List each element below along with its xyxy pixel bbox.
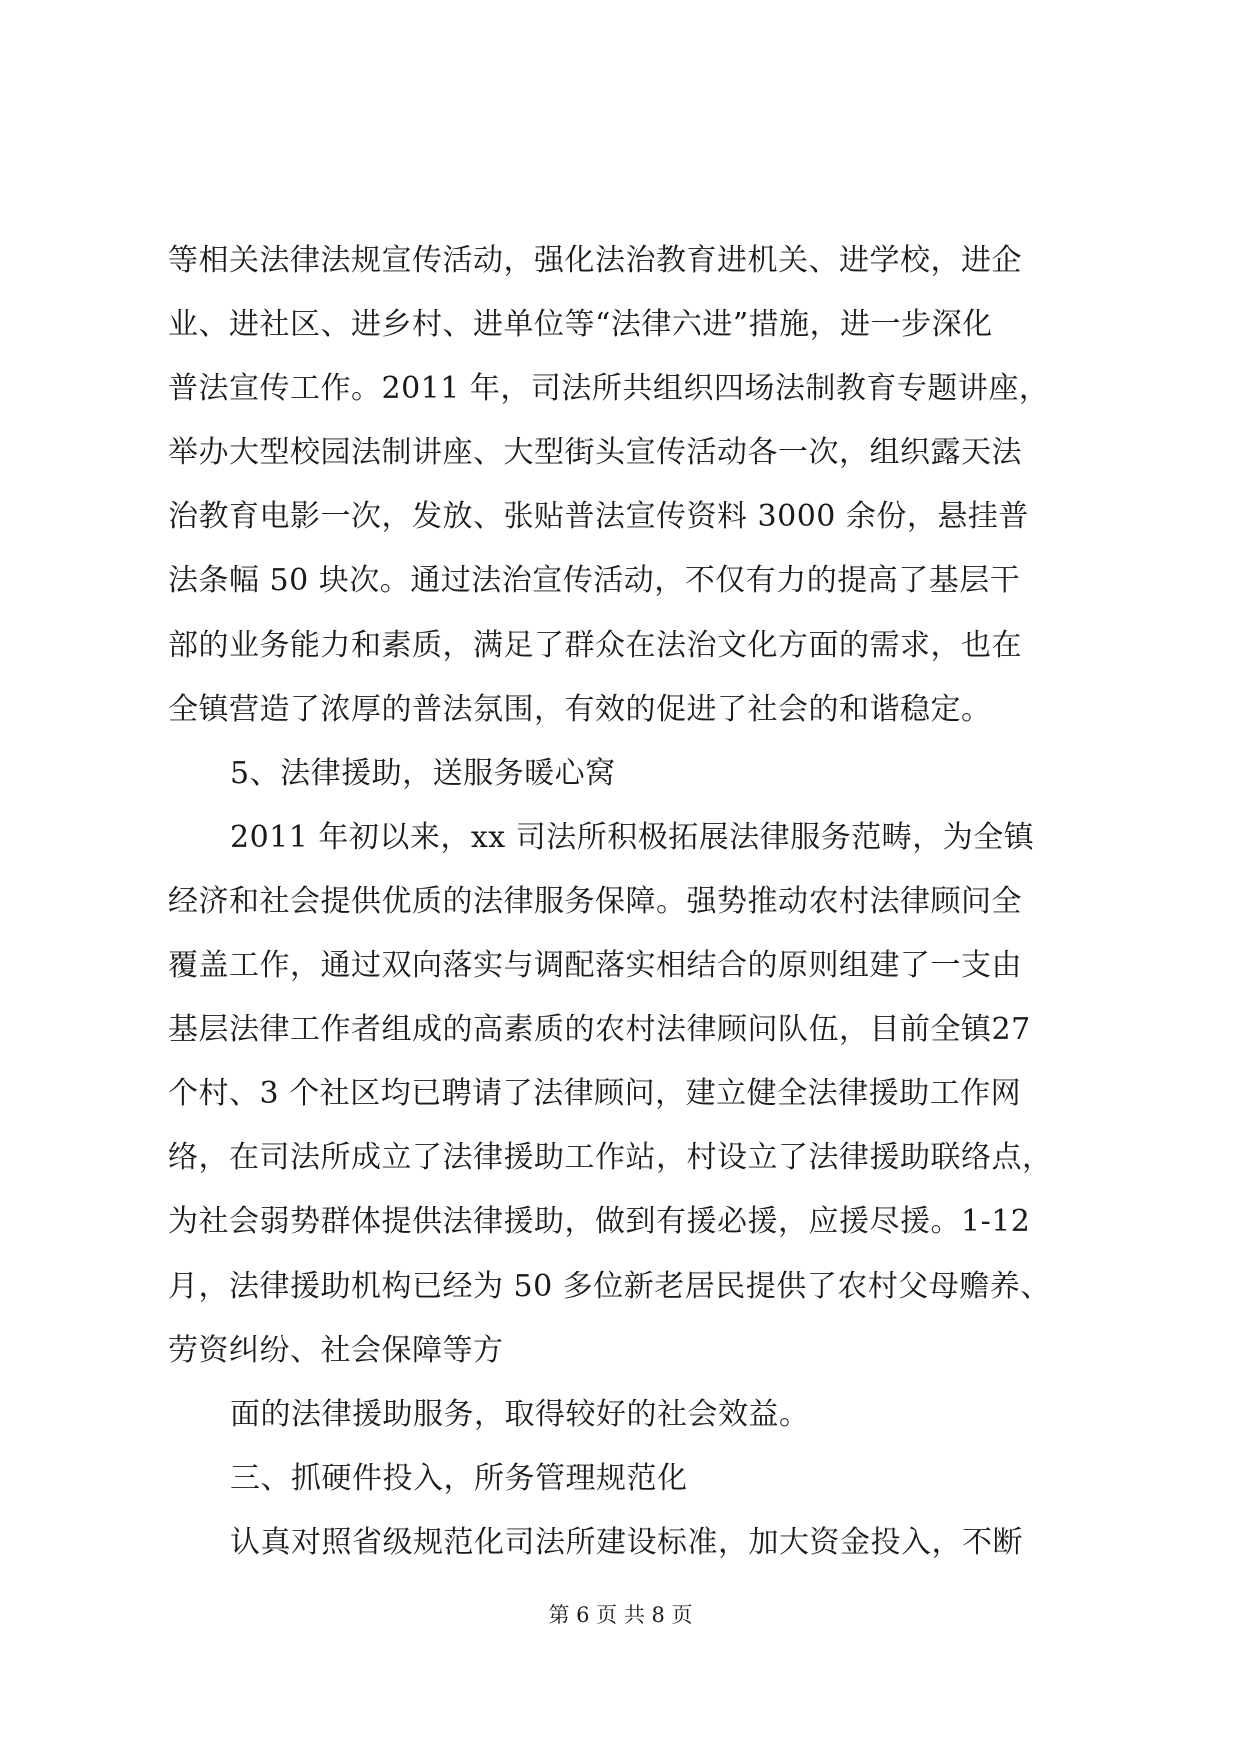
section-heading: 三、抓硬件投入，所务管理规范化 — [230, 1460, 688, 1496]
text-line: 个村、3 个社区均已聘请了法律顾问，建立健全法律援助工作网 — [168, 1076, 1022, 1112]
page-number-footer: 第 6 页 共 8 页 — [548, 1603, 693, 1627]
text-line: 月，法律援助机构已经为 50 多位新老居民提供了农村父母赡养、 — [168, 1268, 1051, 1304]
text-line: 络，在司法所成立了法律援助工作站，村设立了法律援助联络点， — [168, 1140, 1053, 1176]
text-line: 法条幅 50 块次。通过法治宣传活动，不仅有力的提高了基层干 — [168, 563, 1021, 599]
text-line: 为社会弱势群体提供法律援助，做到有援必援，应援尽援。1-12 — [168, 1204, 1031, 1240]
text-line: 劳资纠纷、社会保障等方 — [168, 1332, 504, 1368]
paragraph-start-line: 面的法律援助服务，取得较好的社会效益。 — [230, 1396, 810, 1432]
text-line: 普法宣传工作。2011 年，司法所共组织四场法制教育专题讲座， — [168, 371, 1050, 407]
text-line: 覆盖工作，通过双向落实与调配落实相结合的原则组建了一支由 — [168, 948, 1022, 984]
text-line: 举办大型校园法制讲座、大型街头宣传活动各一次，组织露天法 — [168, 435, 1022, 471]
text-line: 基层法律工作者组成的高素质的农村法律顾问队伍，目前全镇27 — [168, 1012, 1031, 1048]
body-text — [168, 229, 1088, 1575]
text-line: 业、进社区、进乡村、进单位等“法律六进”措施，进一步深化 — [168, 307, 993, 343]
paragraph-start-line: 认真对照省级规范化司法所建设标准，加大资金投入，不断 — [230, 1524, 1023, 1560]
text-line: 部的业务能力和素质，满足了群众在法治文化方面的需求，也在 — [168, 627, 1022, 663]
text-line: 经济和社会提供优质的法律服务保障。强势推动农村法律顾问全 — [168, 883, 1022, 919]
section-heading: 5、法律援助，送服务暖心窝 — [230, 755, 616, 791]
text-line: 等相关法律法规宣传活动，强化法治教育进机关、进学校，进企 — [168, 243, 1022, 278]
paragraph-start-line: 2011 年初以来，xx 司法所积极拓展法律服务范畴，为全镇 — [230, 819, 1035, 855]
text-line: 治教育电影一次，发放、张贴普法宣传资料 3000 余份，悬挂普 — [168, 499, 1029, 535]
text-line: 全镇营造了浓厚的普法氛围，有效的促进了社会的和谐稳定。 — [168, 691, 992, 727]
